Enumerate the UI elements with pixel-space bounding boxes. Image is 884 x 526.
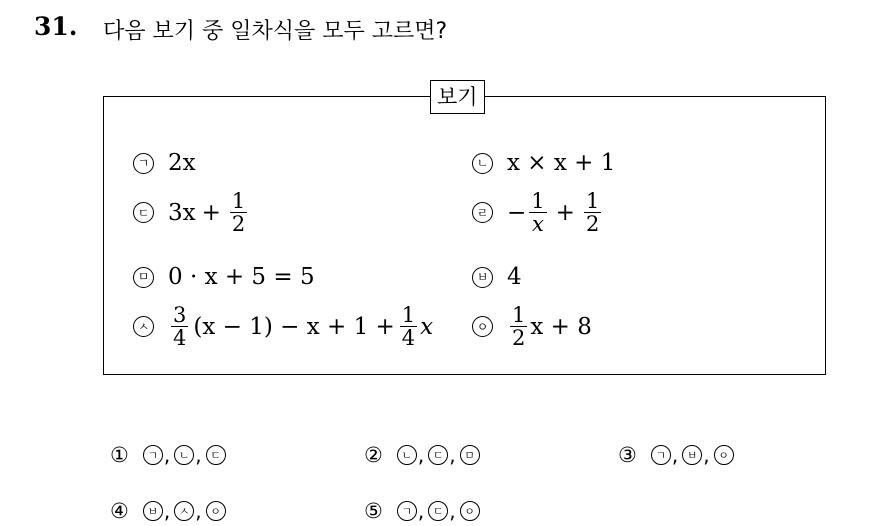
separator: ,: [449, 443, 456, 467]
example-item-g: [133, 304, 433, 349]
choice-number: ③: [618, 443, 637, 467]
example-item-b: [472, 150, 615, 176]
numerator: 1: [401, 303, 416, 327]
separator: ,: [195, 443, 202, 467]
denominator: 4: [173, 326, 187, 351]
circled-mark: ㅁ: [133, 267, 154, 288]
choice-2[interactable]: [364, 443, 480, 467]
denominator: x: [532, 212, 544, 237]
separator: ,: [671, 443, 679, 467]
example-box-title: 보기: [430, 80, 485, 114]
numerator: 1: [231, 189, 246, 213]
circled-mark: ㄱ: [133, 153, 154, 174]
circled-mark: ㅅ: [133, 316, 154, 337]
circled-mark: ㄱ: [651, 445, 671, 465]
circled-mark: ㅂ: [472, 267, 493, 288]
denominator: 4: [401, 326, 416, 351]
separator: ,: [163, 443, 171, 467]
question-number: 31.: [34, 12, 78, 41]
fraction: [171, 304, 188, 349]
expression: 0 · x + 5 = 5: [168, 264, 315, 290]
numerator: 1: [585, 189, 600, 213]
circled-mark: ㅂ: [682, 445, 702, 465]
fraction: [400, 304, 417, 349]
choice-number: ⑤: [364, 499, 383, 523]
circled-mark: ㄷ: [206, 445, 226, 465]
circled-mark: ㅇ: [460, 501, 480, 521]
expression: x × x + 1: [507, 150, 616, 176]
separator: ,: [703, 443, 710, 467]
circled-mark: ㅇ: [714, 445, 734, 465]
denominator: 2: [512, 326, 526, 351]
circled-mark: ㄹ: [472, 202, 493, 223]
circled-mark: ㄴ: [174, 445, 194, 465]
example-item-e: [133, 264, 315, 290]
circled-mark: ㅅ: [174, 501, 194, 521]
separator: ,: [417, 499, 425, 523]
fraction: [230, 190, 247, 235]
example-item-d: [472, 190, 604, 235]
operator: +: [201, 199, 221, 226]
expression: 2x: [168, 150, 196, 176]
term: x: [420, 313, 434, 340]
separator: ,: [163, 499, 171, 523]
minus-sign: −: [507, 199, 527, 226]
circled-mark: ㄷ: [133, 202, 154, 223]
separator: ,: [417, 443, 425, 467]
expression: [507, 190, 604, 235]
example-item-a: [133, 150, 196, 176]
expression: [168, 304, 433, 349]
operator: +: [555, 199, 575, 226]
circled-mark: ㅁ: [460, 445, 480, 465]
example-item-f: [472, 264, 522, 290]
choice-1[interactable]: [110, 443, 226, 467]
term: 3x: [168, 199, 196, 226]
numerator: 1: [531, 189, 545, 213]
circled-mark: ㄷ: [428, 445, 448, 465]
choice-number: ②: [364, 443, 383, 467]
circled-mark: ㄷ: [428, 501, 448, 521]
choice-number: ④: [110, 499, 129, 523]
circled-mark: ㄱ: [397, 501, 417, 521]
separator: ,: [195, 499, 202, 523]
term: (x − 1) − x + 1 +: [193, 313, 395, 340]
example-item-h: [472, 304, 592, 349]
expression: 4: [507, 264, 522, 290]
expression: [507, 304, 592, 349]
denominator: 2: [231, 212, 246, 237]
circled-mark: ㅇ: [472, 316, 493, 337]
example-item-c: [133, 190, 250, 235]
circled-mark: ㅂ: [143, 501, 163, 521]
fraction: [510, 304, 527, 349]
numerator: 3: [173, 303, 187, 327]
question-text: 다음 보기 중 일차식을 모두 고르면?: [103, 19, 448, 44]
choice-5[interactable]: [364, 499, 480, 523]
choice-4[interactable]: [110, 499, 226, 523]
denominator: 2: [585, 212, 600, 237]
circled-mark: ㄴ: [472, 153, 493, 174]
expression: [168, 190, 250, 235]
fraction: [584, 190, 601, 235]
numerator: 1: [512, 303, 526, 327]
fraction: [529, 190, 546, 235]
choice-number: ①: [110, 443, 129, 467]
circled-mark: ㄱ: [143, 445, 163, 465]
circled-mark: ㅇ: [206, 501, 226, 521]
choice-3[interactable]: [618, 443, 734, 467]
separator: ,: [449, 499, 456, 523]
term: x + 8: [530, 313, 592, 340]
circled-mark: ㄴ: [397, 445, 417, 465]
